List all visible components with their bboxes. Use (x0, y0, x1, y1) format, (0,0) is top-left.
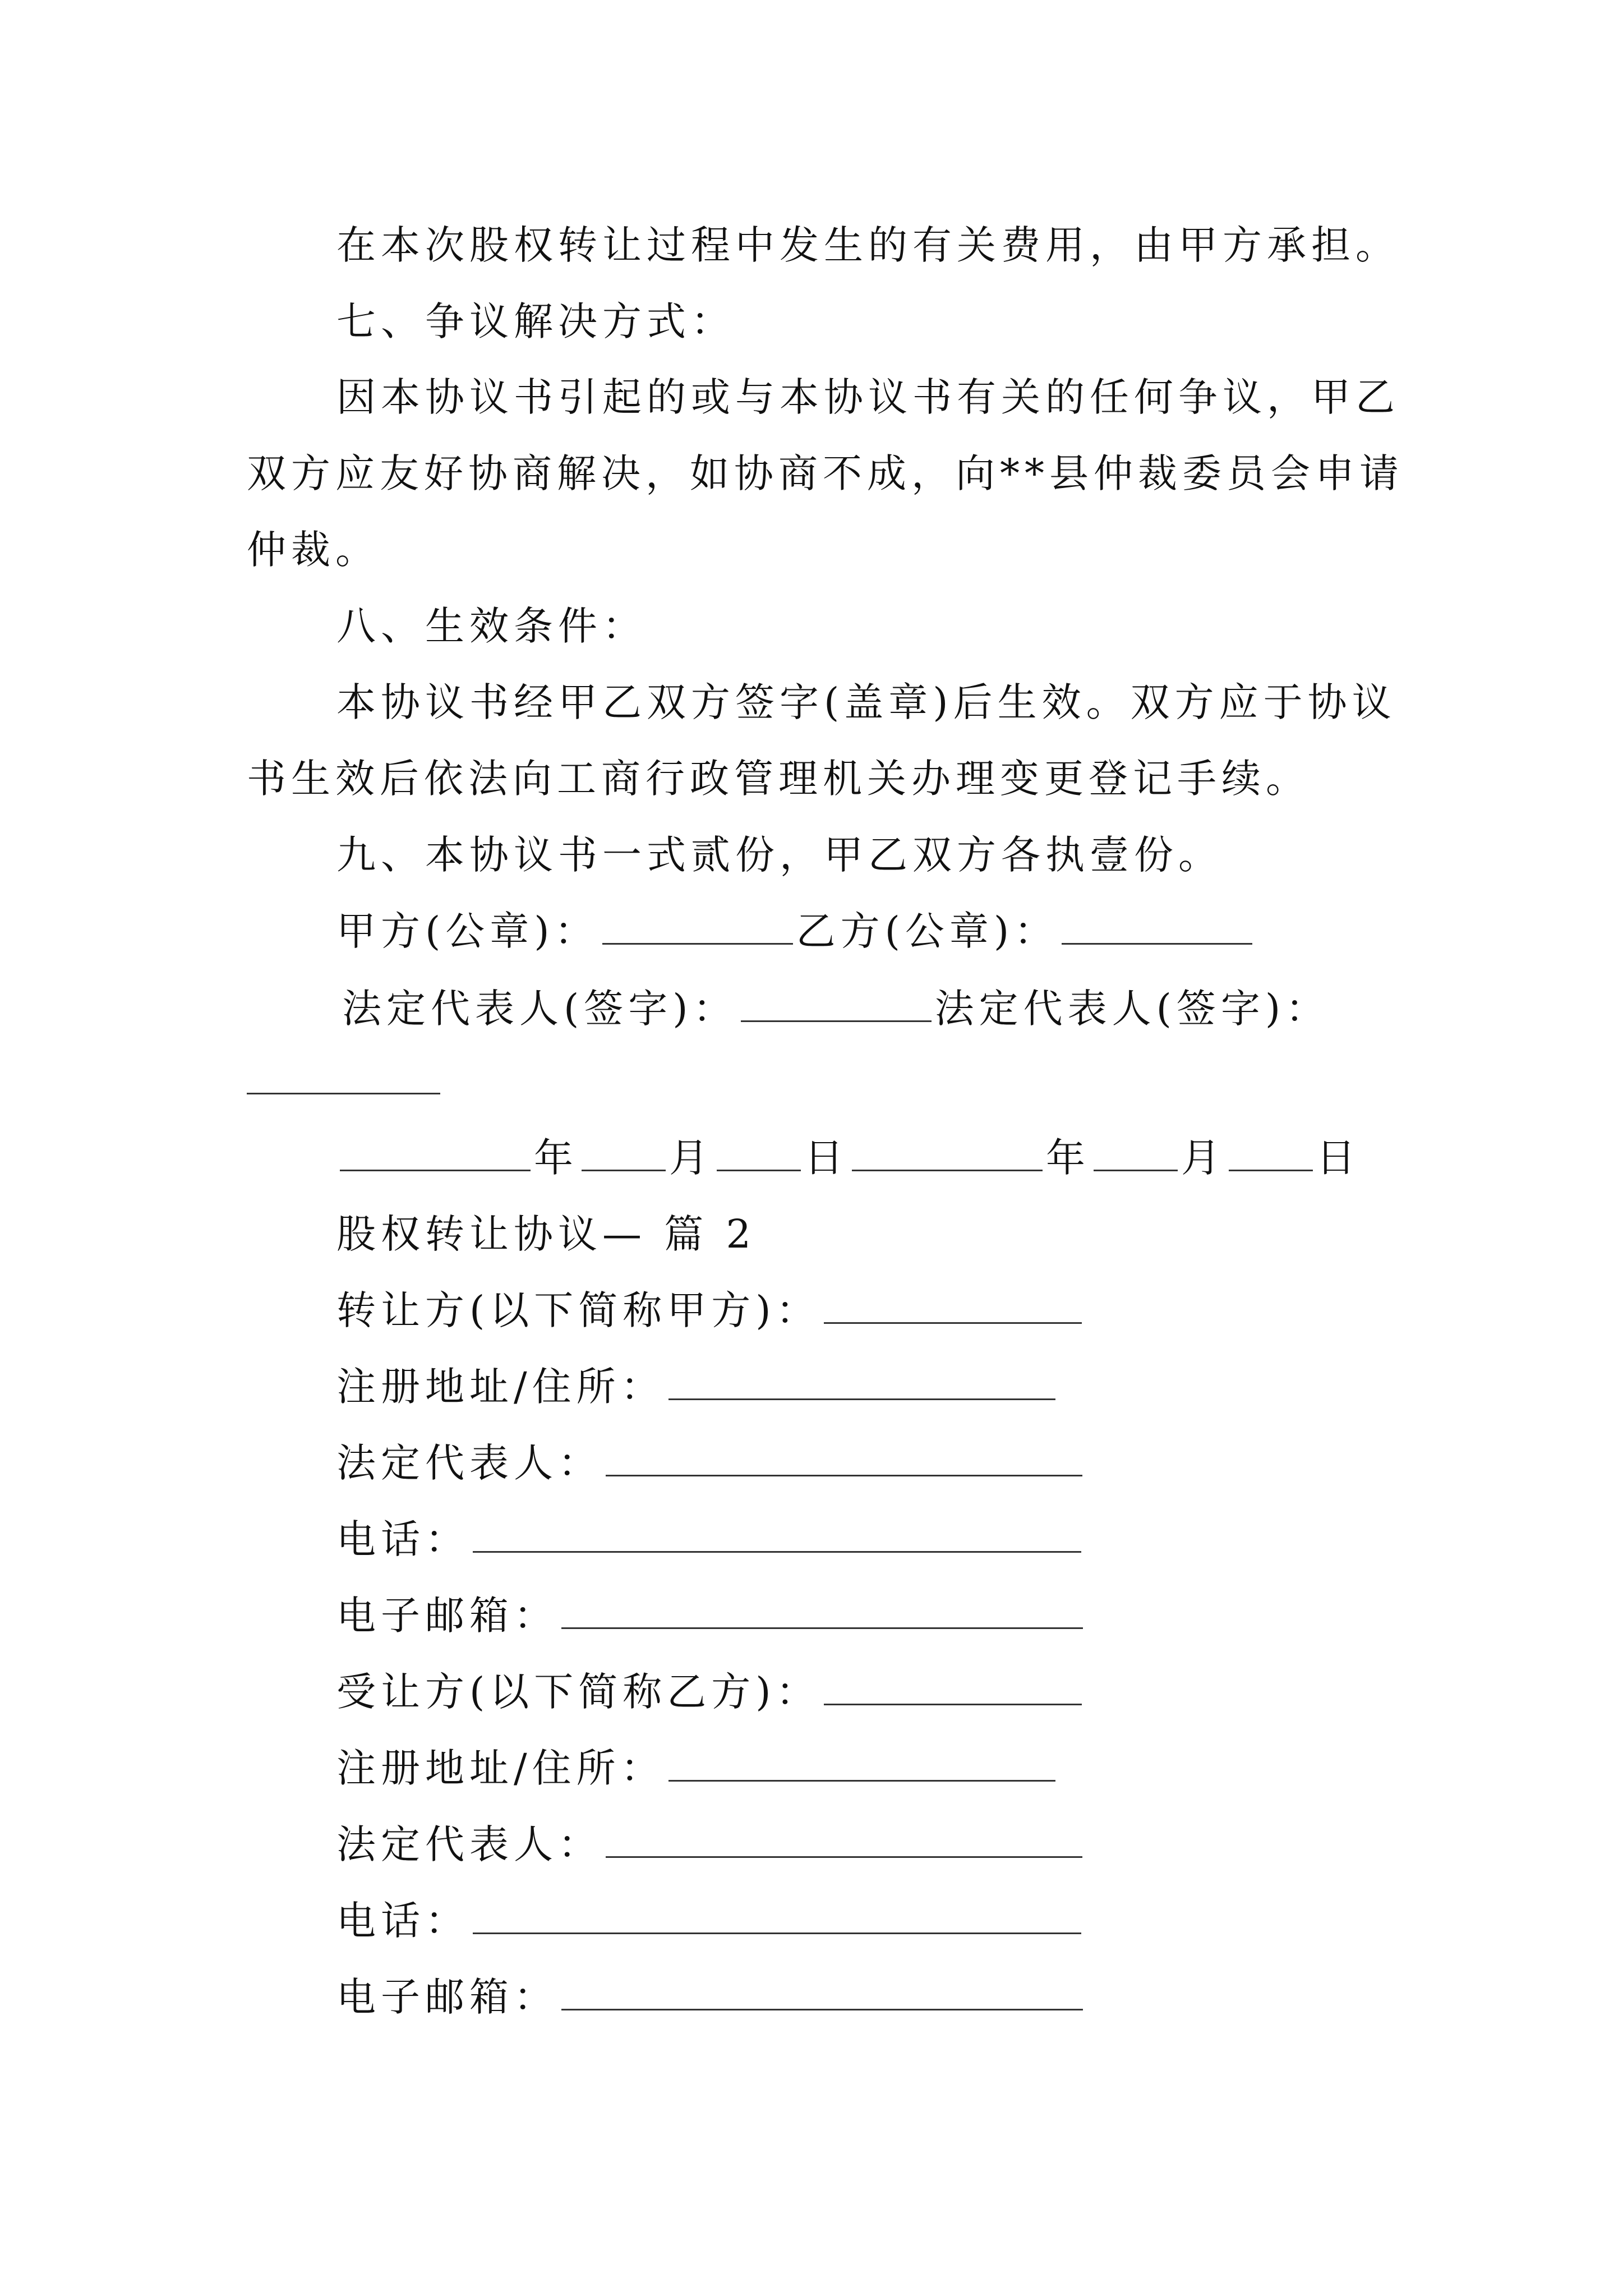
rep-b-label: 法定代表人： (336, 1821, 602, 1867)
party-b-seal-blank (1062, 908, 1252, 945)
section-2-title: 股权转让协议— 篇 2 (336, 1211, 757, 1257)
date-b-month: 月 (1181, 1135, 1225, 1181)
date-b-year: 年 (1046, 1135, 1090, 1181)
phone-a-label: 电话： (336, 1516, 469, 1562)
rep-a-label: 法定代表人： (336, 1440, 602, 1486)
email-b-label: 电子邮箱： (336, 1974, 558, 2020)
transferee-line (336, 1665, 1085, 1719)
date-a-day: 日 (804, 1135, 849, 1181)
rep-b-line (336, 1818, 1086, 1871)
address-a-line (336, 1360, 1059, 1414)
email-a-line (336, 1589, 1086, 1642)
address-b-blank (668, 1745, 1055, 1782)
address-b-line (336, 1741, 1059, 1795)
phone-b-blank (473, 1898, 1081, 1934)
transferee-blank (824, 1669, 1082, 1705)
paragraph-effective-line-1: 本协议书经甲乙双方签字(盖章)后生效。双方应于协议 (336, 679, 1396, 725)
address-b-label: 注册地址/住所： (336, 1745, 665, 1791)
date-line (336, 1131, 1361, 1185)
date-b-day: 日 (1316, 1135, 1361, 1181)
rep-a-blank (606, 1440, 1082, 1476)
party-a-seal-blank (602, 908, 793, 945)
paragraph-dispute-line-2: 双方应友好协商解决，如协商不成，向**县仲裁委员会申请 (247, 450, 1404, 496)
paragraph-effective-line-2: 书生效后依法向工商行政管理机关办理变更登记手续。 (247, 756, 1310, 802)
rep-b-blank (606, 1821, 1082, 1858)
phone-b-label: 电话： (336, 1898, 469, 1944)
seal-line (336, 904, 1256, 958)
phone-a-blank (473, 1516, 1081, 1553)
date-b-month-blank (1094, 1135, 1178, 1171)
rep-sign-b-label: 法定代表人(签字)： (934, 986, 1330, 1032)
date-a-year-blank (340, 1135, 531, 1171)
phone-a-line (336, 1512, 1085, 1566)
address-a-label: 注册地址/住所： (336, 1364, 665, 1410)
date-b-year-blank (852, 1135, 1043, 1171)
email-a-blank (561, 1593, 1083, 1629)
email-a-label: 电子邮箱： (336, 1593, 558, 1639)
party-b-seal-label: 乙方(公章)： (796, 908, 1059, 954)
transferor-blank (824, 1287, 1082, 1324)
party-a-seal-label: 甲方(公章)： (336, 908, 599, 954)
date-a-day-blank (717, 1135, 801, 1171)
rep-sign-b-blank (247, 1093, 440, 1094)
address-a-blank (668, 1364, 1055, 1400)
email-b-line (336, 1970, 1086, 2024)
rep-sign-a-label: 法定代表人(签字)： (342, 986, 737, 1032)
rep-a-line (336, 1436, 1086, 1490)
paragraph-fees: 在本次股权转让过程中发生的有关费用，由甲方承担。 (336, 222, 1400, 268)
paragraph-dispute-line-3: 仲裁。 (247, 527, 380, 573)
date-b-day-blank (1229, 1135, 1313, 1171)
date-a-month-blank (582, 1135, 666, 1171)
date-a-year: 年 (534, 1135, 578, 1181)
transferor-line (336, 1283, 1085, 1337)
rep-sign-line (342, 982, 1330, 1036)
heading-effective-conditions: 八、生效条件： (336, 603, 647, 649)
paragraph-copies: 九、本协议书一式贰份，甲乙双方各执壹份。 (336, 832, 1223, 878)
phone-b-line (336, 1894, 1085, 1948)
transferor-label: 转让方(以下简称甲方)： (336, 1287, 820, 1333)
date-a-month: 月 (669, 1135, 713, 1181)
heading-dispute-resolution: 七、争议解决方式： (336, 298, 735, 344)
transferee-label: 受让方(以下简称乙方)： (336, 1669, 820, 1715)
paragraph-dispute-line-1: 因本协议书引起的或与本协议书有关的任何争议，甲乙 (336, 374, 1400, 420)
rep-sign-a-blank (741, 986, 932, 1022)
email-b-blank (561, 1974, 1083, 2010)
